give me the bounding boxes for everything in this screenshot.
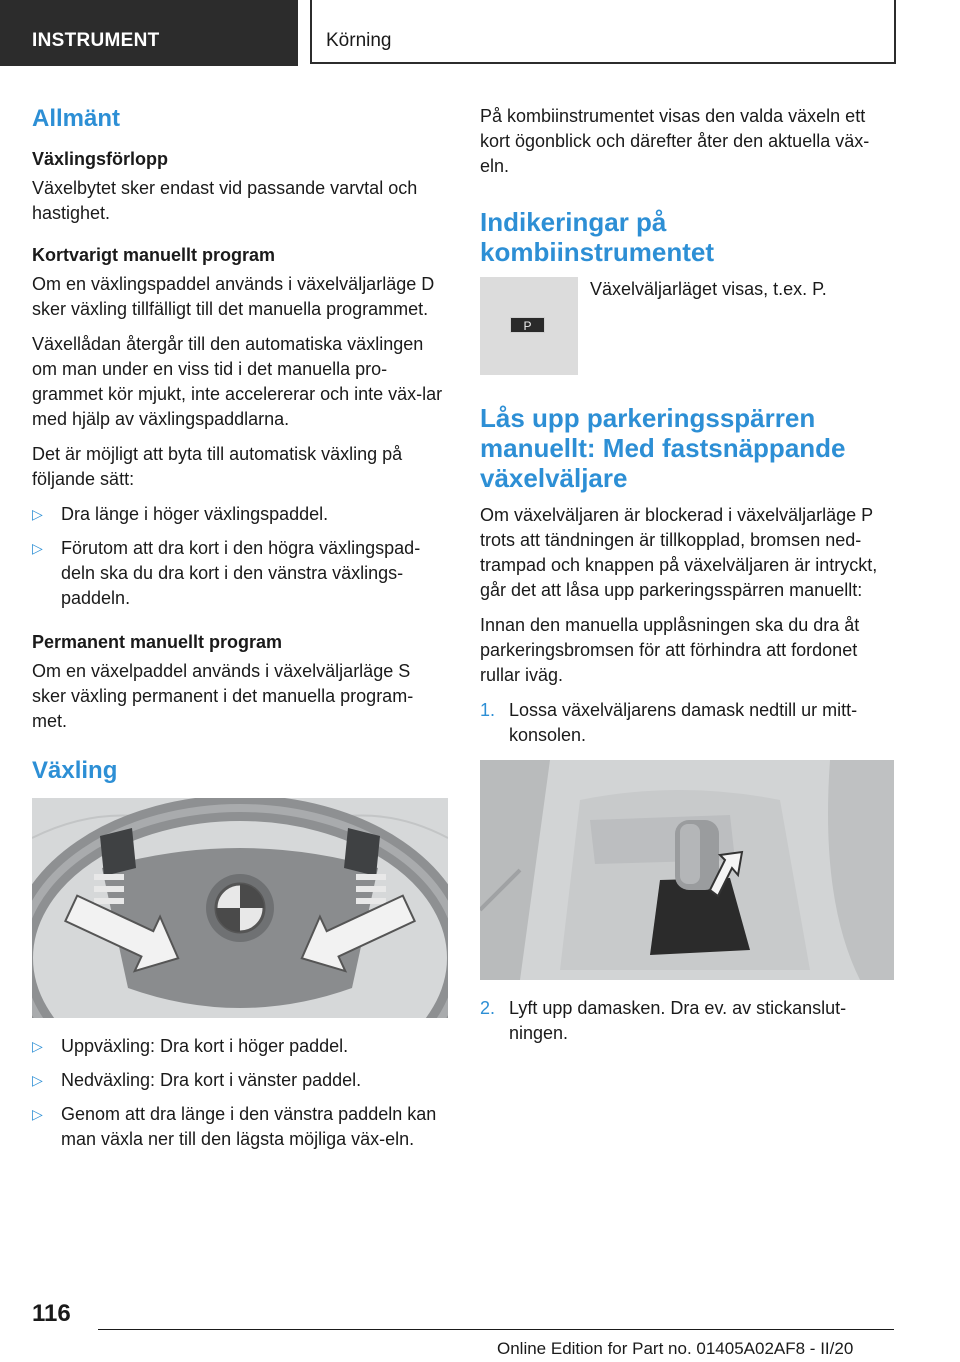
step-item: 1. Lossa växelväljarens damask nedtill ur mitt-konsolen. bbox=[480, 700, 858, 745]
list-item: ▷ Dra länge i höger växlingspaddel. bbox=[32, 502, 448, 527]
center-console-illustration bbox=[480, 760, 894, 980]
footer-divider bbox=[98, 1329, 894, 1330]
triangle-bullet-icon: ▷ bbox=[32, 540, 43, 556]
intro-text: På kombiinstrumentet visas den valda växeln ett kort ögonblick och därefter åter den aktuella väx-eln. bbox=[480, 106, 870, 176]
page-header bbox=[0, 0, 960, 66]
list-item: ▷ Nedväxling: Dra kort i vänster paddel. bbox=[32, 1068, 448, 1093]
triangle-bullet-icon: ▷ bbox=[32, 1106, 43, 1122]
step-number: 2. bbox=[480, 998, 496, 1018]
heading-general: Allmänt bbox=[32, 105, 121, 132]
heading-permanent-manual: Permanent manuellt program bbox=[32, 632, 283, 652]
unlock-text-1: Om växelväljaren är blockerad i växelväljarläge P trots att tändningen är tillkopplad, bromsen ned-trampad och knappen på växelväljaren är intryckt, går det att låsa upp parkeringsspärren manuellt: bbox=[480, 505, 878, 600]
step-number: 1. bbox=[480, 700, 496, 720]
heading-indications: Indikeringar på kombiinstrumentet bbox=[480, 207, 715, 267]
shift-procedure-text: Växelbytet sker endast vid passande varvtal och hastighet. bbox=[32, 178, 418, 223]
indication-text: Växelväljarläget visas, t.ex. P. bbox=[590, 279, 827, 299]
permanent-manual-text: Om en växelpaddel används i växelväljarläge S sker växling permanent i det manuella program-met. bbox=[32, 661, 414, 731]
short-manual-text-1: Om en växlingspaddel används i växelväljarläge D sker växling tillfälligt till det manuella programmet. bbox=[32, 274, 435, 319]
steering-wheel-icon bbox=[32, 798, 448, 1018]
list-item: ▷ Förutom att dra kort i den högra växlingspad-deln ska du dra kort i den vänstra växlings-paddeln. bbox=[32, 538, 421, 608]
triangle-bullet-icon: ▷ bbox=[32, 506, 43, 522]
short-manual-text-2: Växellådan återgår till den automatiska växlingen om man under en viss tid i det manuella pro-grammet kör mjukt, inte accelererar och inte väx-lar med hjälp av växlingspaddlarna. bbox=[32, 334, 443, 429]
list-item: ▷ Uppväxling: Dra kort i höger paddel. bbox=[32, 1034, 448, 1059]
list-item: ▷ Genom att dra länge i den vänstra paddeln kan man växla ner till den lägsta möjliga väx-eln. bbox=[32, 1104, 437, 1149]
indication-row bbox=[480, 277, 896, 375]
gear-indicator bbox=[510, 317, 545, 333]
heading-unlock-park: Lås upp parkeringsspärren manuellt: Med fastsnäppande växelväljare bbox=[480, 403, 846, 493]
page-number: 116 bbox=[32, 1300, 71, 1327]
unlock-text-2: Innan den manuella upplåsningen ska du dra åt parkeringsbromsen för att förhindra att fordonet rullar iväg. bbox=[480, 615, 860, 685]
gear-selector-icon bbox=[480, 760, 894, 980]
triangle-bullet-icon: ▷ bbox=[32, 1072, 43, 1088]
heading-shifting: Växling bbox=[32, 757, 118, 784]
left-column bbox=[32, 96, 448, 1164]
shifting-list bbox=[32, 1034, 448, 1152]
steering-wheel-illustration bbox=[32, 798, 448, 1018]
short-manual-text-3: Det är möjligt att byta till automatisk växling på följande sätt: bbox=[32, 444, 403, 489]
section-label: INSTRUMENT bbox=[0, 0, 298, 66]
heading-short-manual: Kortvarigt manuellt program bbox=[32, 245, 276, 265]
short-manual-list bbox=[32, 502, 448, 611]
unlock-steps-2 bbox=[480, 996, 896, 1046]
edition-text: Online Edition for Part no. 01405A02AF8 - II/20 bbox=[497, 1339, 854, 1358]
triangle-bullet-icon: ▷ bbox=[32, 1038, 43, 1054]
gear-letter: P bbox=[510, 317, 545, 333]
heading-shift-procedure: Växlingsförlopp bbox=[32, 149, 169, 169]
chapter-label: Körning bbox=[310, 0, 896, 64]
step-item: 2. Lyft upp damasken. Dra ev. av stickanslut-ningen. bbox=[480, 998, 847, 1043]
unlock-steps-1 bbox=[480, 698, 896, 748]
gear-display-illustration bbox=[480, 277, 578, 375]
right-column bbox=[480, 104, 896, 1058]
